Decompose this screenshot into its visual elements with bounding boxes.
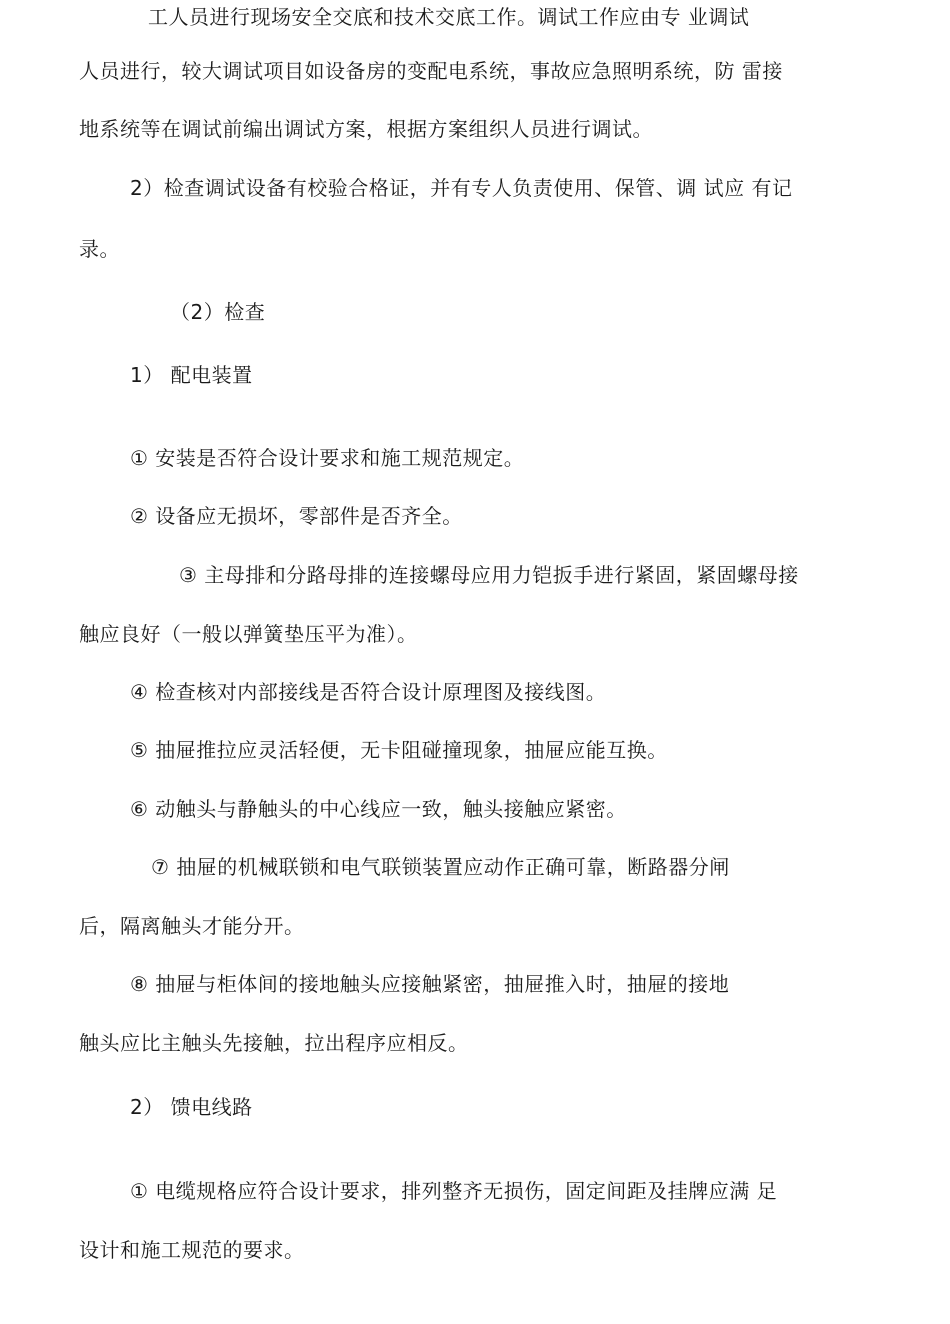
text-line-4: 2）检查调试设备有校验合格证，并有专人负责使用、保管、调 试应 有记 [130, 176, 793, 200]
list-item-7: ⑦ 抽屉的机械联锁和电气联锁装置应动作正确可靠，断路器分闸 [151, 855, 730, 879]
text-line-1: 工人员进行现场安全交底和技术交底工作。调试工作应由专 业调试 [148, 5, 750, 29]
subheading-feeder-line: 2） 馈电线路 [130, 1095, 253, 1119]
list-item-1: ① 安装是否符合设计要求和施工规范规定。 [130, 446, 525, 470]
list-item-4: ④ 检查核对内部接线是否符合设计原理图及接线图。 [130, 680, 607, 704]
list-item-3-cont: 触应良好（一般以弹簧垫压平为准）。 [79, 622, 418, 646]
section-heading-inspection: （2）检查 [170, 300, 266, 324]
text-line-2: 人员进行，较大调试项目如设备房的变配电系统，事故应急照明系统，防 雷接 [79, 59, 783, 83]
feeder-item-1: ① 电缆规格应符合设计要求，排列整齐无损伤，固定间距及挂牌应满 足 [130, 1179, 778, 1203]
feeder-item-1-cont: 设计和施工规范的要求。 [79, 1238, 305, 1262]
subheading-distribution-device: 1） 配电装置 [130, 363, 253, 387]
list-item-7-cont: 后，隔离触头才能分开。 [79, 914, 305, 938]
text-line-5: 录。 [79, 237, 120, 261]
list-item-5: ⑤ 抽屉推拉应灵活轻便，无卡阻碰撞现象，抽屉应能互换。 [130, 738, 668, 762]
list-item-8: ⑧ 抽屉与柜体间的接地触头应接触紧密，抽屉推入时，抽屉的接地 [130, 972, 730, 996]
list-item-2: ② 设备应无损坏，零部件是否齐全。 [130, 504, 463, 528]
list-item-3: ③ 主母排和分路母排的连接螺母应用力铠扳手进行紧固，紧固螺母接 [179, 563, 799, 587]
list-item-8-cont: 触头应比主触头先接触，拉出程序应相反。 [79, 1031, 469, 1055]
list-item-6: ⑥ 动触头与静触头的中心线应一致，触头接触应紧密。 [130, 797, 627, 821]
text-line-3: 地系统等在调试前编出调试方案，根据方案组织人员进行调试。 [79, 117, 653, 141]
